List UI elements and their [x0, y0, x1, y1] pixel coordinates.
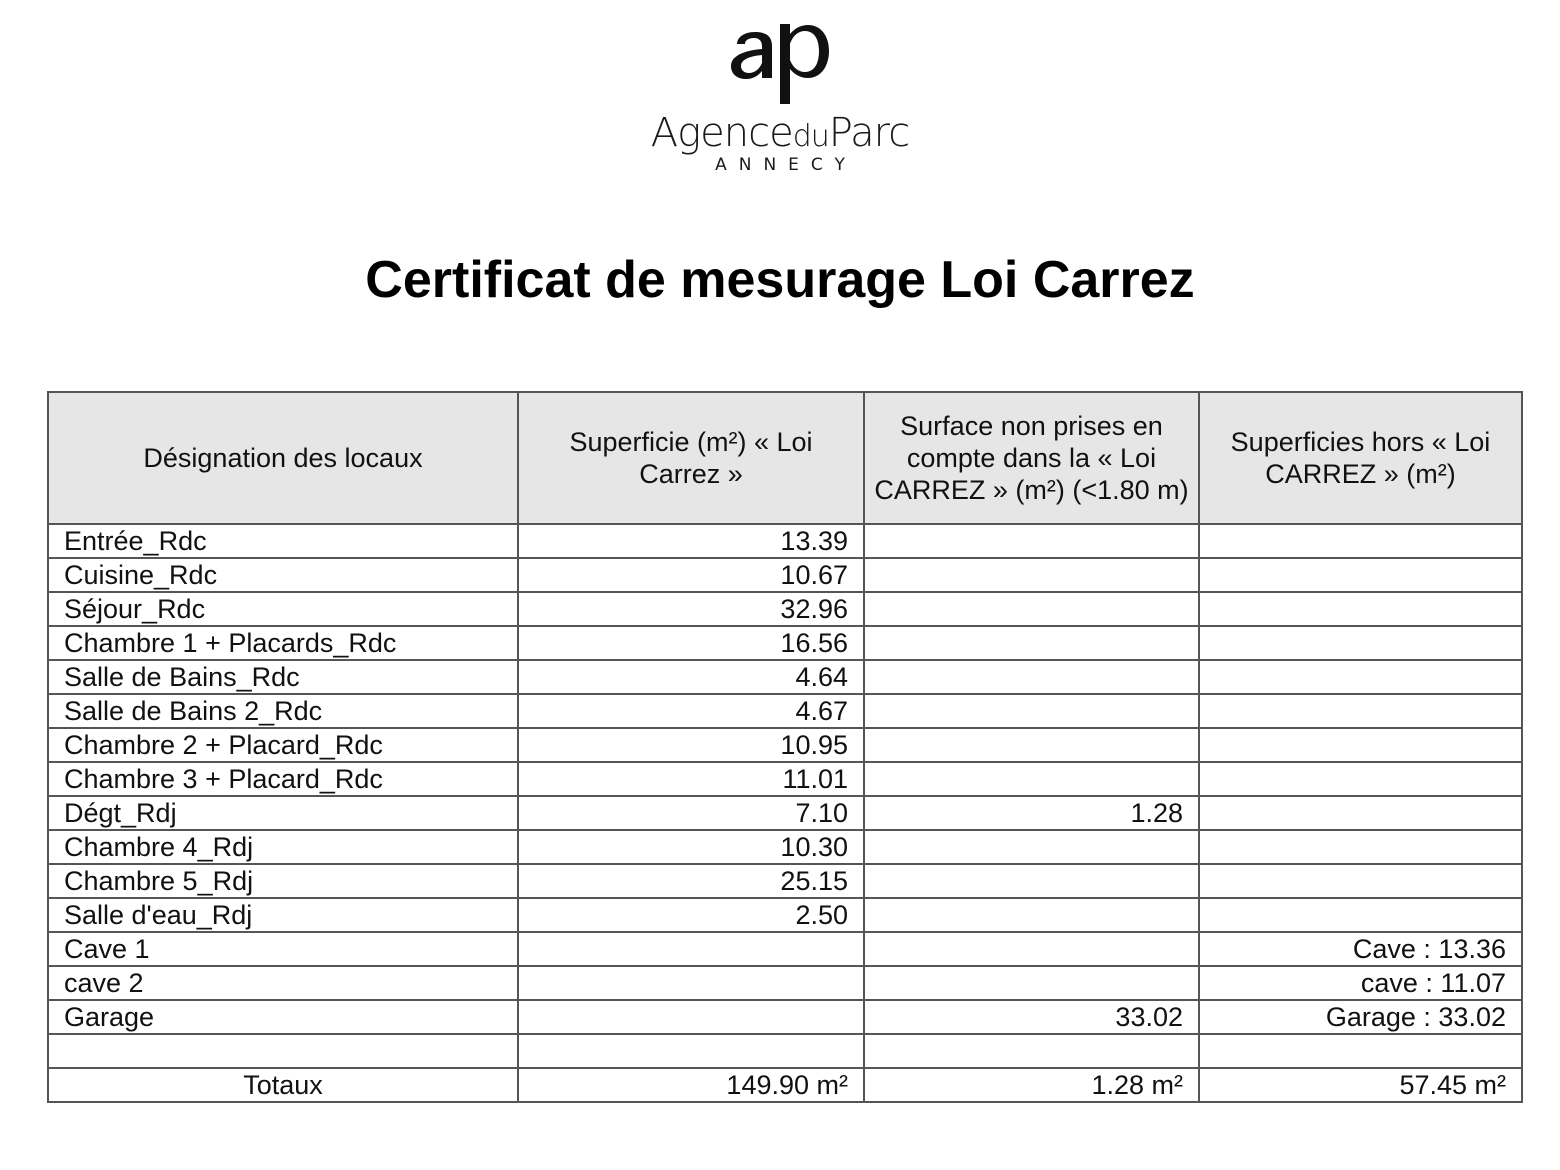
cell-non-prise: 1.28	[864, 796, 1199, 830]
cell-designation: Salle d'eau_Rdj	[48, 898, 518, 932]
cell-designation: Cuisine_Rdc	[48, 558, 518, 592]
cell-designation: Chambre 3 + Placard_Rdc	[48, 762, 518, 796]
cell-designation: Chambre 1 + Placards_Rdc	[48, 626, 518, 660]
cell-carrez	[518, 1034, 864, 1068]
table-row	[48, 898, 1522, 932]
cell-non-prise	[864, 966, 1199, 1000]
table-row	[48, 558, 1522, 592]
cell-carrez: 32.96	[518, 592, 864, 626]
cell-non-prise	[864, 694, 1199, 728]
cell-designation: Salle de Bains_Rdc	[48, 660, 518, 694]
cell-non-prise	[864, 626, 1199, 660]
table-row	[48, 660, 1522, 694]
header-carrez-area: Superficie (m²) « Loi Carrez »	[518, 392, 864, 524]
cell-carrez: 10.30	[518, 830, 864, 864]
table-row	[48, 694, 1522, 728]
cell-designation: Chambre 2 + Placard_Rdc	[48, 728, 518, 762]
cell-hors	[1199, 864, 1522, 898]
cell-carrez: 2.50	[518, 898, 864, 932]
cell-designation: Chambre 5_Rdj	[48, 864, 518, 898]
totals-row	[48, 1068, 1522, 1102]
cell-designation: Dégt_Rdj	[48, 796, 518, 830]
cell-designation: Garage	[48, 1000, 518, 1034]
cell-designation: cave 2	[48, 966, 518, 1000]
table-row	[48, 1000, 1522, 1034]
table-row	[48, 524, 1522, 558]
cell-non-prise	[864, 898, 1199, 932]
totals-label: Totaux	[48, 1068, 518, 1102]
cell-carrez	[518, 966, 864, 1000]
agency-name	[0, 110, 1560, 156]
page-title: Certificat de mesurage Loi Carrez	[365, 251, 1195, 309]
measurement-table	[47, 391, 1523, 1103]
total-hors: 57.45 m²	[1199, 1068, 1522, 1102]
cell-hors	[1199, 796, 1522, 830]
header-excluded-area: Surface non prises en compte dans la « Loi CARREZ » (m²) (<1.80 m)	[864, 392, 1199, 524]
cell-non-prise	[864, 728, 1199, 762]
cell-carrez: 7.10	[518, 796, 864, 830]
cell-hors	[1199, 694, 1522, 728]
agency-name-part2: du	[792, 119, 829, 154]
cell-non-prise	[864, 864, 1199, 898]
table-row	[48, 966, 1522, 1000]
cell-designation: Salle de Bains 2_Rdc	[48, 694, 518, 728]
table-row	[48, 864, 1522, 898]
cell-hors: Cave : 13.36	[1199, 932, 1522, 966]
cell-carrez: 16.56	[518, 626, 864, 660]
cell-carrez: 4.64	[518, 660, 864, 694]
cell-non-prise	[864, 558, 1199, 592]
table-row	[48, 728, 1522, 762]
agency-name-part1: Agence	[650, 110, 793, 156]
table-row	[48, 1034, 1522, 1068]
agency-city: ANNECY	[715, 155, 857, 175]
table-row	[48, 626, 1522, 660]
cell-carrez: 13.39	[518, 524, 864, 558]
cell-hors	[1199, 728, 1522, 762]
cell-hors: Garage : 33.02	[1199, 1000, 1522, 1034]
cell-non-prise	[864, 592, 1199, 626]
agency-logo-mark	[725, 22, 835, 106]
cell-non-prise	[864, 524, 1199, 558]
cell-carrez: 10.67	[518, 558, 864, 592]
cell-hors	[1199, 558, 1522, 592]
cell-hors	[1199, 898, 1522, 932]
cell-designation: Séjour_Rdc	[48, 592, 518, 626]
cell-hors	[1199, 592, 1522, 626]
cell-designation: Cave 1	[48, 932, 518, 966]
cell-non-prise	[864, 932, 1199, 966]
cell-carrez: 4.67	[518, 694, 864, 728]
cell-hors	[1199, 626, 1522, 660]
table-row	[48, 592, 1522, 626]
header-outside-carrez: Superficies hors « Loi CARREZ » (m²)	[1199, 392, 1522, 524]
cell-carrez	[518, 1000, 864, 1034]
cell-non-prise	[864, 660, 1199, 694]
agency-logo	[0, 22, 1560, 106]
cell-hors	[1199, 660, 1522, 694]
cell-designation	[48, 1034, 518, 1068]
header-designation: Désignation des locaux	[48, 392, 518, 524]
total-carrez: 149.90 m²	[518, 1068, 864, 1102]
cell-carrez: 10.95	[518, 728, 864, 762]
table-row	[48, 796, 1522, 830]
table-header-row	[48, 392, 1522, 524]
cell-carrez: 11.01	[518, 762, 864, 796]
cell-hors	[1199, 524, 1522, 558]
cell-hors	[1199, 830, 1522, 864]
cell-hors	[1199, 762, 1522, 796]
cell-carrez	[518, 932, 864, 966]
cell-designation: Chambre 4_Rdj	[48, 830, 518, 864]
table-row	[48, 932, 1522, 966]
cell-hors	[1199, 1034, 1522, 1068]
agency-name-part3: Parc	[828, 110, 910, 156]
cell-hors: cave : 11.07	[1199, 966, 1522, 1000]
cell-non-prise	[864, 1034, 1199, 1068]
table-row	[48, 830, 1522, 864]
table-row	[48, 762, 1522, 796]
cell-non-prise	[864, 830, 1199, 864]
cell-non-prise: 33.02	[864, 1000, 1199, 1034]
cell-carrez: 25.15	[518, 864, 864, 898]
cell-non-prise	[864, 762, 1199, 796]
cell-designation: Entrée_Rdc	[48, 524, 518, 558]
total-non-prise: 1.28 m²	[864, 1068, 1199, 1102]
